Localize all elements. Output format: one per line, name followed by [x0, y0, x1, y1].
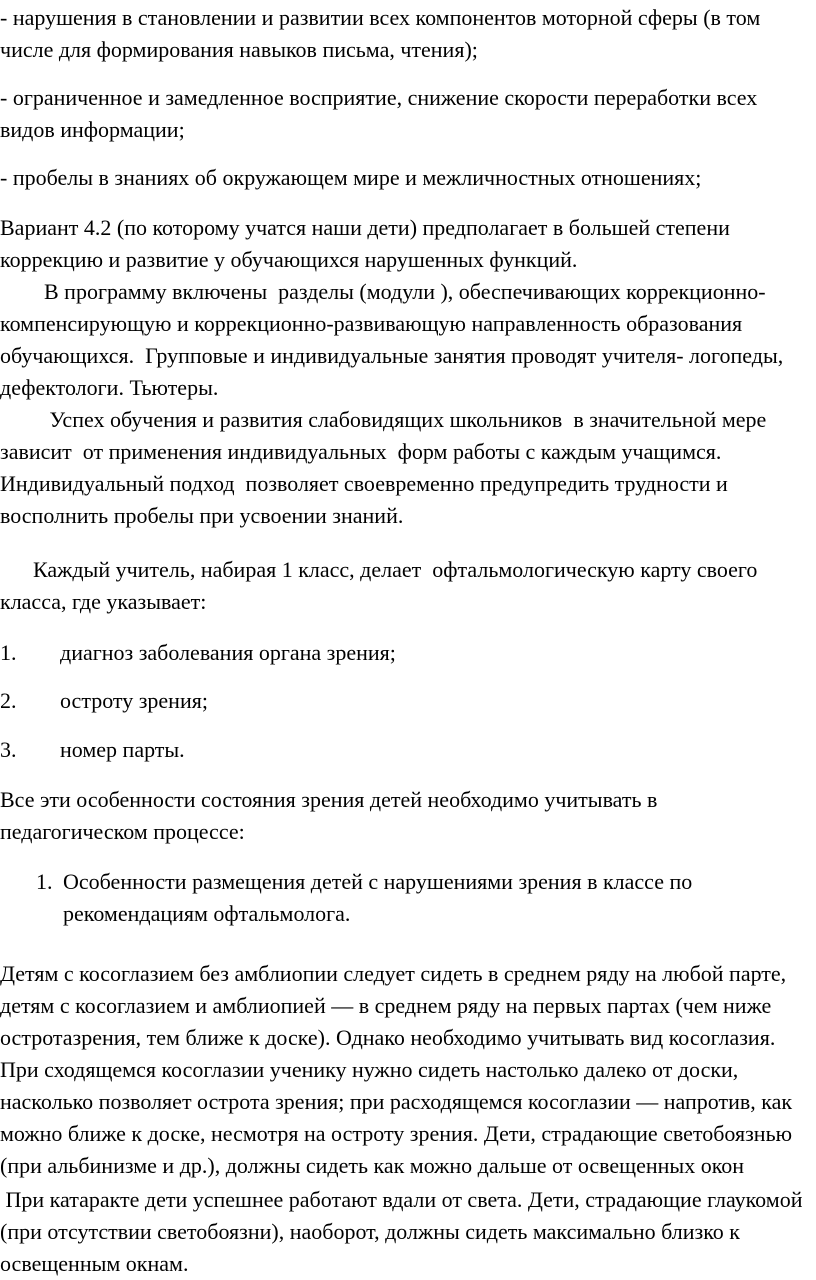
bullet-knowledge: - пробелы в знаниях об окружающем мире и межличностных отношениях; [0, 165, 702, 190]
bullet-motor: - нарушения в становлении и развитии всех компонентов моторной сферы (в том числе для формирования навыков письма, чтения); [0, 5, 761, 62]
cataract-paragraph: При катаракте дети успешнее работают вдали от света. Дети, страдающие глаукомой (при отсутствии светобоязни), наоборот, должны сидеть максимально близко к освещенным окнам. [0, 1187, 808, 1276]
list-number: 3. [0, 737, 17, 762]
teacher-paragraph: Каждый учитель, набирая 1 класс, делает офтальмологическую карту своего класса, где указывает: [0, 557, 763, 614]
list-item [0, 637, 810, 669]
list-text: остроту зрения; [60, 688, 208, 713]
list-text: номер парты. [60, 737, 185, 762]
program-paragraph: В программу включены разделы (модули ), обеспечивающих коррекционно-компенсирующую и коррекционно-развивающую направленность образования обучающихся. Групповые и индивидуальные занятия проводят учителя- логопеды, дефектологи. Тьютеры. [0, 279, 789, 400]
strabismus-paragraph: Детям с косоглазием без амблиопии следует сидеть в среднем ряду на любой парте, детям с косоглазием и амблиопией — в среднем ряду на первых партах (чем ниже остротазрения, тем ближе к доске). Однако необходимо учитывать вид косоглазия. При сходящемся косоглазии ученику нужно сидеть настолько далеко от доски, насколько позволяет острота зрения; при расходящемся косоглазии — напротив, как можно ближе к доске, несмотря на остроту зрения. Дети, страдающие светобоязнью (при альбинизме и др.), должны сидеть как можно дальше от освещенных окон [0, 961, 793, 1178]
list-number: 1. [36, 869, 53, 894]
success-paragraph: Успех обучения и развития слабовидящих школьников в значительной мере зависит от применения индивидуальных форм работы с каждым учащимся. Индивидуальный подход позволяет своевременно предупредить трудности и восполнить пробелы при усвоении знаний. [0, 407, 772, 528]
list-text: диагноз заболевания органа зрения; [60, 640, 396, 665]
bullet-perception: - ограниченное и замедленное восприятие, снижение скорости переработки всех видов информации; [0, 85, 758, 142]
variant-paragraph: Вариант 4.2 (по которому учатся наши дети) предполагает в большей степени коррекцию и развитие у обучающихся нарушенных функций. [0, 215, 730, 272]
list-number: 1. [0, 640, 17, 665]
list-number: 2. [0, 688, 17, 713]
list-text: Особенности размещения детей с нарушениями зрения в классе по рекомендациям офтальмолога. [63, 869, 693, 926]
features-paragraph: Все эти особенности состояния зрения детей необходимо учитывать в педагогическом процессе: [0, 787, 658, 844]
list-item [0, 734, 810, 766]
list-item [0, 685, 810, 717]
